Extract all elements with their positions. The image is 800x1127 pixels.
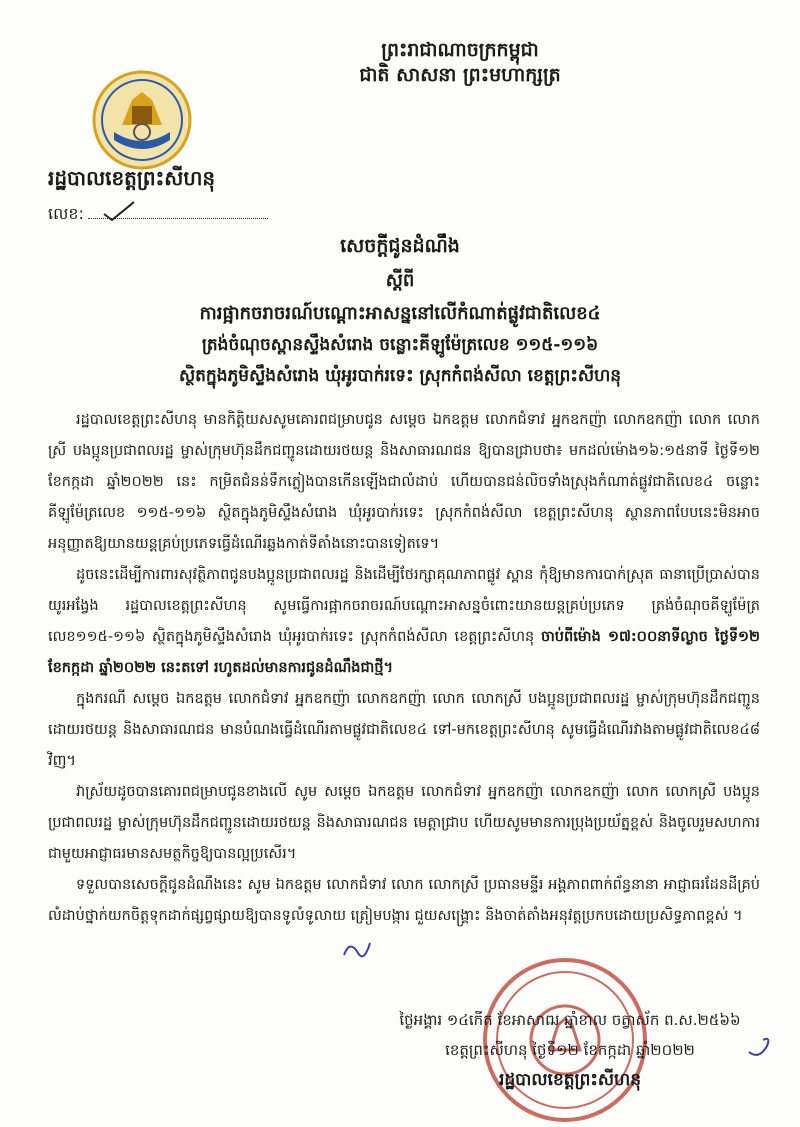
- signatory: រដ្ឋបាលខេត្តព្រះសីហនុ: [498, 1070, 642, 1090]
- issuing-authority: រដ្ឋបាលខេត្តព្រះសីហនុ: [48, 166, 216, 190]
- paragraph-2: [48, 560, 760, 684]
- paragraph-1: រដ្ឋបាលខេត្តព្រះសីហនុ មានកិត្តិយសសូមគោរពជម្រាបជូន សម្តេច ឯកឧត្តម លោកជំទាវ អ្នកឧកញ៉ា លោកឧកញ៉ា លោក លោកស្រី បងប្អូនប្រជាពលរដ្ឋ ម្ចាស់ក្រុមហ៊ុនដឹកជញ្ជូនដោយរថយន្ត និងសាធារណជន ឱ្យបានជ្រាបថា៖ មកដល់ម៉ោង១៦:១៥នាទី ថ្ងៃទី១២ ខែកក្កដា ឆ្នាំ២០២២ នេះ កម្រិតជំនន់ទឹកភ្លៀងបានកើនឡើងជាលំដាប់ ហើយបានជន់លិចទាំងស្រុងកំណាត់ផ្លូវជាតិលេខ៤ ចន្លោះគីឡូម៉ែត្រលេខ ១១៥-១១៦ ស្ថិតក្នុងភូមិស្ទឹងសំរោង ឃុំអូរបាក់រទេះ ស្រុកកំពង់សីលា ខេត្តព្រះសីហនុ ស្ថានភាពបែបនេះមិនអាចអនុញ្ញាតឱ្យយានយន្តគ្រប់ប្រភេទធ្វើដំណើរឆ្លងកាត់ទីតាំងនោះបានទៀតទេ។: [48, 412, 760, 552]
- closure-until: រហូតដល់មានការជូនដំណឹងជាថ្មី។: [213, 660, 394, 676]
- paragraph-4: វាស្រ័យដូចបានគោរពជម្រាបជូនខាងលើ សូម សម្តេច ឯកឧត្តម លោកជំទាវ អ្នកឧកញ៉ា លោកឧកញ៉ា លោក លោកស្រី បងប្អូនប្រជាពលរដ្ឋ ម្ចាស់ក្រុមហ៊ុនដឹកជញ្ជូនដោយរថយន្ត និងសាធារណជន មេត្តាជ្រាប ហើយសូមមានការប្រុងប្រយ័ត្នខ្ពស់ និងចូលរួមសហការជាមួយអាជ្ញាធរមានសមត្ថកិច្ចឱ្យបានល្អប្រសើរ។: [48, 784, 760, 862]
- subject-line-3: ស្ថិតក្នុងភូមិស្ទឹងសំរោង ឃុំអូរបាក់រទេះ ស្រុកកំពង់សីលា ខេត្តព្រះសីហនុ: [178, 366, 622, 386]
- kingdom-title: ព្រះរាជាណាចក្រកម្ពុជា: [381, 39, 539, 61]
- paragraph-5: ទទួលបានសេចក្តីជូនដំណឹងនេះ សូម ឯកឧត្តម លោកជំទាវ លោក លោកស្រី ប្រធានមន្ទីរ អង្គភាពពាក់ព័ន្ធនានា អាជ្ញាធរដែនដីគ្រប់លំដាប់ថ្នាក់យកចិត្តទុកដាក់ផ្សព្វផ្សាយឱ្យបានទូលំទូលាយ ត្រៀមបង្ការ ជួយសង្គ្រោះ និងចាត់តាំងអនុវត្តប្រកបដោយប្រសិទ្ធភាពខ្ពស់ ។: [48, 877, 760, 924]
- provincial-emblem-icon: [92, 70, 192, 170]
- signature-icon: [745, 1030, 775, 1060]
- lunar-date: ថ្ងៃអង្គារ ១៤កើត ខែអាសាឍ ឆ្នាំខាល ចត្វាស័ក ព.ស.២៥៦៦: [399, 1011, 741, 1029]
- document-body: [48, 405, 760, 932]
- about-label: ស្តីពី: [385, 270, 415, 291]
- solar-date: ខេត្តព្រះសីហនុ ថ្ងៃទី១២ ខែកក្កដា ឆ្នាំ២០២២: [445, 1041, 695, 1059]
- national-motto: ជាតិ សាសនា ព្រះមហាក្សត្រ: [359, 63, 561, 86]
- initial-mark-icon: [340, 935, 380, 965]
- paragraph-3: ក្នុងករណី សម្តេច ឯកឧត្តម លោកជំទាវ អ្នកឧកញ៉ា លោកឧកញ៉ា លោក លោកស្រី បងប្អូនប្រជាពលរដ្ឋ ម្ចាស់ក្រុមហ៊ុនដឹកជញ្ជូនដោយរថយន្ត និងសាធារណជន មានបំណងធ្វើដំណើរតាមផ្លូវជាតិលេខ៤ ទៅ-មកខេត្តព្រះសីហនុ សូមធ្វើដំណើរវាងតាមផ្លូវជាតិលេខ៤៨ វិញ។: [48, 691, 760, 769]
- document-title-block: [60, 228, 740, 396]
- closure-time: ចាប់ពីម៉ោង ១៧:០០នាទីល្ងាច ថ្ងៃទី១២ ខែកក្កដា ឆ្នាំ២០២២ នេះតទៅ: [48, 629, 760, 676]
- reference-label: លេខ:: [48, 204, 84, 223]
- document-type: សេចក្តីជូនដំណឹង: [340, 235, 460, 257]
- paragraph-2-text: ដូចនេះដើម្បីការពារសុវត្ថិភាពជូនបងប្អូនប្រជាពលរដ្ឋ និងដើម្បីថែរក្សាគុណភាពផ្លូវ ស្ពាន កុំឱ្យមានការបាក់ស្រុត ធានាប្រើប្រាស់បានយូរអង្វែង រដ្ឋបាលខេត្តព្រះសីហនុ សូមធ្វើការផ្អាកចរាចរណ៍បណ្ដោះអាសន្នចំពោះយានយន្តគ្រប់ប្រភេទ ត្រង់ចំណុចគីឡូម៉ែត្រ លេខ១១៥-១១៦ ស្ថិតក្នុងភូមិស្ទឹងសំរោង ឃុំអូរបាក់រទេះ ស្រុកកំពង់សីលា ខេត្តព្រះសីហនុ: [48, 567, 760, 645]
- reference-number: [48, 203, 268, 227]
- subject-line-2: ត្រង់ចំណុចស្ពានស្ទឹងសំរោង ចន្លោះគីឡូម៉ែត្រលេខ ១១៥-១១៦: [201, 335, 599, 355]
- ref-tick-icon: [100, 200, 140, 222]
- subject-line-1: ការផ្អាកចរាចរណ៍បណ្ដោះអាសន្ននៅលើកំណាត់ផ្លូវជាតិលេខ៤: [199, 303, 601, 324]
- date-signature-block: [380, 1005, 760, 1095]
